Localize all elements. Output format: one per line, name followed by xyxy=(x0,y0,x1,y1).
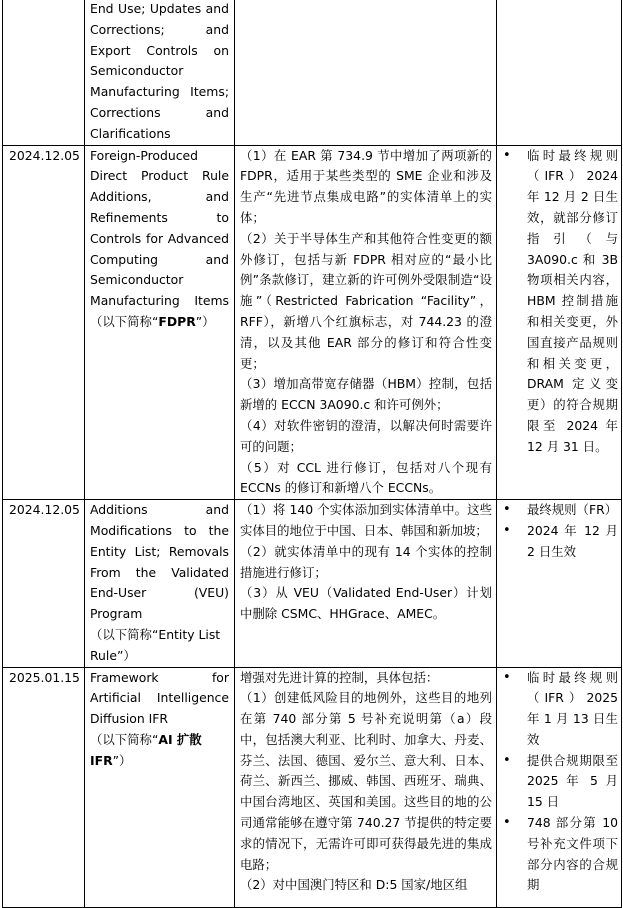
title-line: Manufacturing Items xyxy=(90,293,229,309)
note-item: • 临时最终规则（IFR）2025 年 1 月 13 日生效 xyxy=(501,668,618,751)
date-cell xyxy=(3,145,85,500)
title-line: Additions, and xyxy=(90,189,229,205)
notes-cell xyxy=(497,667,622,907)
notes-cell xyxy=(497,500,622,667)
regulation-table xyxy=(2,0,622,908)
notes-cell xyxy=(497,0,622,145)
title-line: Manufacturing Items; xyxy=(90,84,229,100)
title-line: Semiconductor xyxy=(90,63,184,79)
title-line: Corrections; and xyxy=(90,21,229,37)
description-cell xyxy=(235,667,497,907)
date-text: 2024.12.05 xyxy=(9,147,80,163)
table-row xyxy=(3,0,622,145)
description-item: 增强对先进计算的控制，具体包括： xyxy=(240,669,439,685)
title-line: Program xyxy=(90,606,143,622)
description-item: （5）对 CCL 进行修订，包括对八个现有 ECCNs 的修订和新增八个 ECCNs。 xyxy=(240,459,492,496)
title-line: Controls for Advanced xyxy=(90,230,229,246)
description-item: （3）增加高带宽存储器（HBM）控制，包括新增的 ECCN 3A090.c 和许可例外； xyxy=(240,376,492,413)
title-line: Direct Product Rule xyxy=(90,168,229,184)
title-line: Foreign-Produced xyxy=(90,147,199,163)
title-line: Additions and xyxy=(90,502,229,518)
description-item: （4）对软件密钥的澄清，以解决何时需要许可的问题； xyxy=(240,417,492,454)
description-item: （2）就实体清单中的现有 14 个实体的控制措施进行修订； xyxy=(240,543,492,580)
title-line: Computing and xyxy=(90,251,229,267)
description-item: （2）关于半导体生产和其他符合性变更的额外修订，包括与新 FDPR 相对应的“最小比例”条款修订，建立新的许可例外受限制造“设施”（Restricted Fabrication “Facility”，RFF），新增八个红旗标志，对 744.23 的澄清，以及其他 EAR 部分的修订和符合性变更； xyxy=(240,230,492,371)
title-line: End-User (VEU) xyxy=(90,585,229,601)
title-line: Semiconductor xyxy=(90,272,184,288)
title-line: Entity List; Removals xyxy=(90,543,229,559)
date-text: 2024.12.05 xyxy=(9,502,80,518)
title-line: Modifications to the xyxy=(90,522,229,538)
description-item: （3）从 VEU（Validated End-User）计划中删除 CSMC、HHGrace、AMEC。 xyxy=(240,585,492,622)
date-text: 2025.01.15 xyxy=(9,669,80,685)
description-item: （1）在 EAR 第 734.9 节中增加了两项新的 FDPR，适用于某些类型的 SME 企业和涉及生产“先进节点集成电路”的实体清单上的实体； xyxy=(240,147,492,225)
title-line: Export Controls on xyxy=(90,42,229,58)
title-line: End Use; Updates and xyxy=(90,1,229,16)
note-item: • 临时最终规则（IFR）2024 年 12 月 2 日生效，就部分修订指引（与 3A090.c 和 3B 物项相关内容，HBM 控制措施和相关变更，外国直接产品规则和相关变更，DRAM 定义变更）的符合规期限至 2024 年 12 月 31 日。 xyxy=(501,146,618,458)
abbreviation: （以下简称“Entity List Rule”） xyxy=(90,626,221,663)
notes-cell xyxy=(497,145,622,500)
description-cell xyxy=(235,0,497,145)
title-line: Clarifications xyxy=(90,125,171,141)
description-cell xyxy=(235,500,497,667)
table-row xyxy=(3,667,622,907)
table-row xyxy=(3,145,622,500)
title-line: Corrections and xyxy=(90,104,229,120)
title-line: Artificial Intelligence xyxy=(90,690,229,706)
title-line: Diffusion IFR xyxy=(90,711,169,727)
date-cell xyxy=(3,0,85,145)
rule-title-cell xyxy=(85,145,235,500)
abbreviation: （以下简称“AI 扩散 IFR”） xyxy=(90,731,202,768)
description-item: （1）将 140 个实体添加到实体清单中。这些实体目的地位于中国、日本、韩国和新加坡； xyxy=(240,502,492,538)
note-item: • 提供合规期限至 2025 年 5 月 15 日 xyxy=(501,751,618,813)
date-cell xyxy=(3,500,85,667)
note-item: • 最终规则（FR） xyxy=(501,500,618,521)
title-line: From the Validated xyxy=(90,564,229,580)
note-item: • 2024 年 12 月 2 日生效 xyxy=(501,521,618,563)
note-item: • 748 部分第 10 号补充文件项下部分内容的合规期 xyxy=(501,813,618,896)
rule-title-cell xyxy=(85,500,235,667)
abbreviation: （以下简称“FDPR”） xyxy=(90,313,215,329)
description-item: （2）对中国澳门特区和 D:5 国家/地区组 xyxy=(240,877,468,893)
table-row xyxy=(3,500,622,667)
description-item: （1）创建低风险目的地例外，这些目的地列在第 740 部分第 5 号补充说明第（a）段中，包括澳大利亚、比利时、加拿大、丹麦、芬兰、法国、德国、爱尔兰、意大利、日本、荷兰、新西兰、挪威、韩国、西班牙、瑞典、中国台湾地区、英国和美国。这些目的地的公司通常能够在遵守第 740.27 节提供的特定要求的情况下，无需许可即可获得最先进的集成电路； xyxy=(240,690,492,872)
description-cell xyxy=(235,145,497,500)
rule-title-cell xyxy=(85,667,235,907)
title-line: Refinements to xyxy=(90,209,229,225)
title-line: Framework for xyxy=(90,669,229,685)
date-cell xyxy=(3,667,85,907)
rule-title-cell xyxy=(85,0,235,145)
